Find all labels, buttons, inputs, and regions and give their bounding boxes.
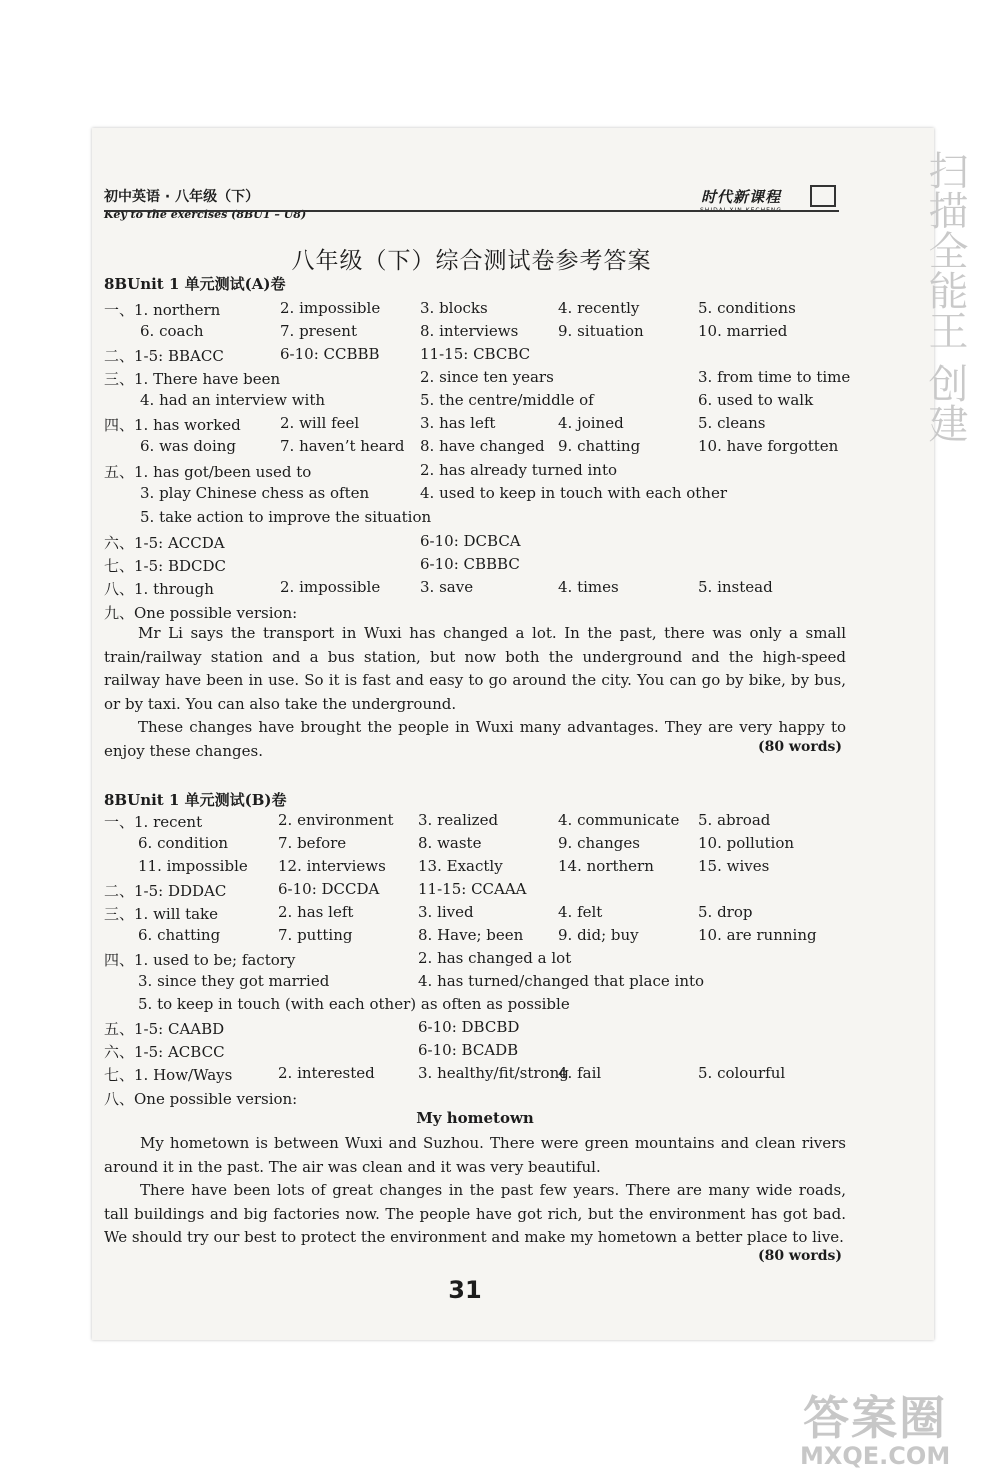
answer-row: 四、1. used to be; factory 2. has changed a lot	[104, 949, 572, 969]
header-title: 初中英语 · 八年级（下）	[104, 189, 260, 205]
essay-paragraph: There have been lots of great changes in the past few years. There are many wide roads, tall buildings and big factories now. The people have got rich, but the environment has got bad. We should try our best to protect the environment and make my hometown a better place to live.	[104, 1181, 846, 1246]
header-subtitle: Key to the exercises (8BU1 – U8)	[104, 208, 307, 221]
answer-row: 六、1-5: ACCDA 6-10: DCBCA	[104, 532, 521, 552]
answer-row: 3. since they got married 4. has turned/changed that place into	[138, 972, 705, 990]
page-number: 31	[448, 1276, 482, 1304]
header-divider	[104, 210, 839, 212]
answer-row: 八、1. through 2. impossible 3. save 4. times 5. instead	[104, 578, 773, 598]
essay-paragraph: These changes have brought the people in Wuxi many advantages. They are very happy to enjoy these changes.	[104, 718, 846, 760]
scanner-watermark: 扫描全能王 创建	[922, 150, 968, 443]
section-b-title: 8BUnit 1 单元测试(B)卷	[104, 791, 287, 809]
logo-text: 时代新课程	[701, 188, 782, 206]
page-title: 八年级（下）综合测试卷参考答案	[291, 248, 652, 274]
answer-row: 六、1-5: ACBCC 6-10: BCADB	[104, 1041, 519, 1061]
answer-row: 七、1-5: BDCDC 6-10: CBBBC	[104, 555, 520, 575]
answer-row: 4. had an interview with 5. the centre/middle of 6. used to walk	[140, 391, 814, 409]
answer-row: 七、1. How/Ways 2. interested 3. healthy/fit/strong 4. fail 5. colourful	[104, 1064, 786, 1084]
answer-row: 四、1. has worked 2. will feel 3. has left 4. joined 5. cleans	[104, 414, 766, 434]
essay-title: My hometown	[416, 1109, 534, 1127]
answer-row: 6. coach 7. present 8. interviews 9. situation 10. married	[140, 322, 788, 340]
answer-row: 二、1-5: DDDAC 6-10: DCCDA 11-15: CCAAA	[104, 880, 527, 900]
answer-row: 5. to keep in touch (with each other) as often as possible	[138, 995, 570, 1013]
header	[104, 186, 306, 221]
answer-row: 11. impossible 12. interviews 13. Exactly 14. northern 15. wives	[138, 857, 770, 875]
answer-row: 一、1. recent 2. environment 3. realized 4. communicate 5. abroad	[104, 811, 771, 831]
word-count: (80 words)	[757, 739, 842, 755]
essay-paragraph: My hometown is between Wuxi and Suzhou. There were green mountains and clean rivers around it in the past. The air was clean and it was very beautiful.	[104, 1134, 846, 1176]
word-count: (80 words)	[757, 1248, 842, 1264]
logo-pinyin: SHIDAI XIN KECHENG	[700, 207, 783, 214]
answer-row: 五、1. has got/been used to 2. has already turned into	[104, 461, 618, 481]
answer-row: 3. play Chinese chess as often 4. used to keep in touch with each other	[140, 484, 728, 502]
watermark-logo-text: 答案圈	[803, 1391, 948, 1445]
answer-row: 二、1-5: BBACC 6-10: CCBBB 11-15: CBCBC	[104, 345, 531, 365]
answer-row: 五、1-5: CAABD 6-10: DBCBD	[104, 1018, 520, 1038]
essay-paragraph: Mr Li says the transport in Wuxi has changed a lot. In the past, there was only a small train/railway station and a bus station, but now both the underground and the high-speed railway have been in use. So it is fast and easy to go around the city. You can go by bike, by bus, or by taxi. You can also take the underground.	[104, 624, 846, 713]
site-watermark	[800, 1382, 950, 1470]
answer-row: 九、One possible version:	[104, 604, 298, 622]
answer-row: 6. was doing 7. haven’t heard 8. have changed 9. chatting 10. have forgotten	[140, 437, 839, 455]
logo-mark-icon	[810, 185, 836, 207]
answer-row: 八、One possible version:	[104, 1090, 298, 1108]
answer-row: 一、1. northern 2. impossible 3. blocks 4. recently 5. conditions	[104, 299, 796, 319]
section-a-title: 8BUnit 1 单元测试(A)卷	[104, 275, 286, 293]
watermark-url: MXQE.COM	[800, 1442, 951, 1470]
answer-row: 6. condition 7. before 8. waste 9. changes 10. pollution	[138, 834, 795, 852]
answer-row: 三、1. will take 2. has left 3. lived 4. felt 5. drop	[104, 903, 753, 923]
answer-row: 6. chatting 7. putting 8. Have; been 9. did; buy 10. are running	[138, 926, 817, 944]
answer-row: 三、1. There have been 2. since ten years 3. from time to time	[104, 368, 851, 388]
answer-row: 5. take action to improve the situation	[140, 508, 432, 526]
